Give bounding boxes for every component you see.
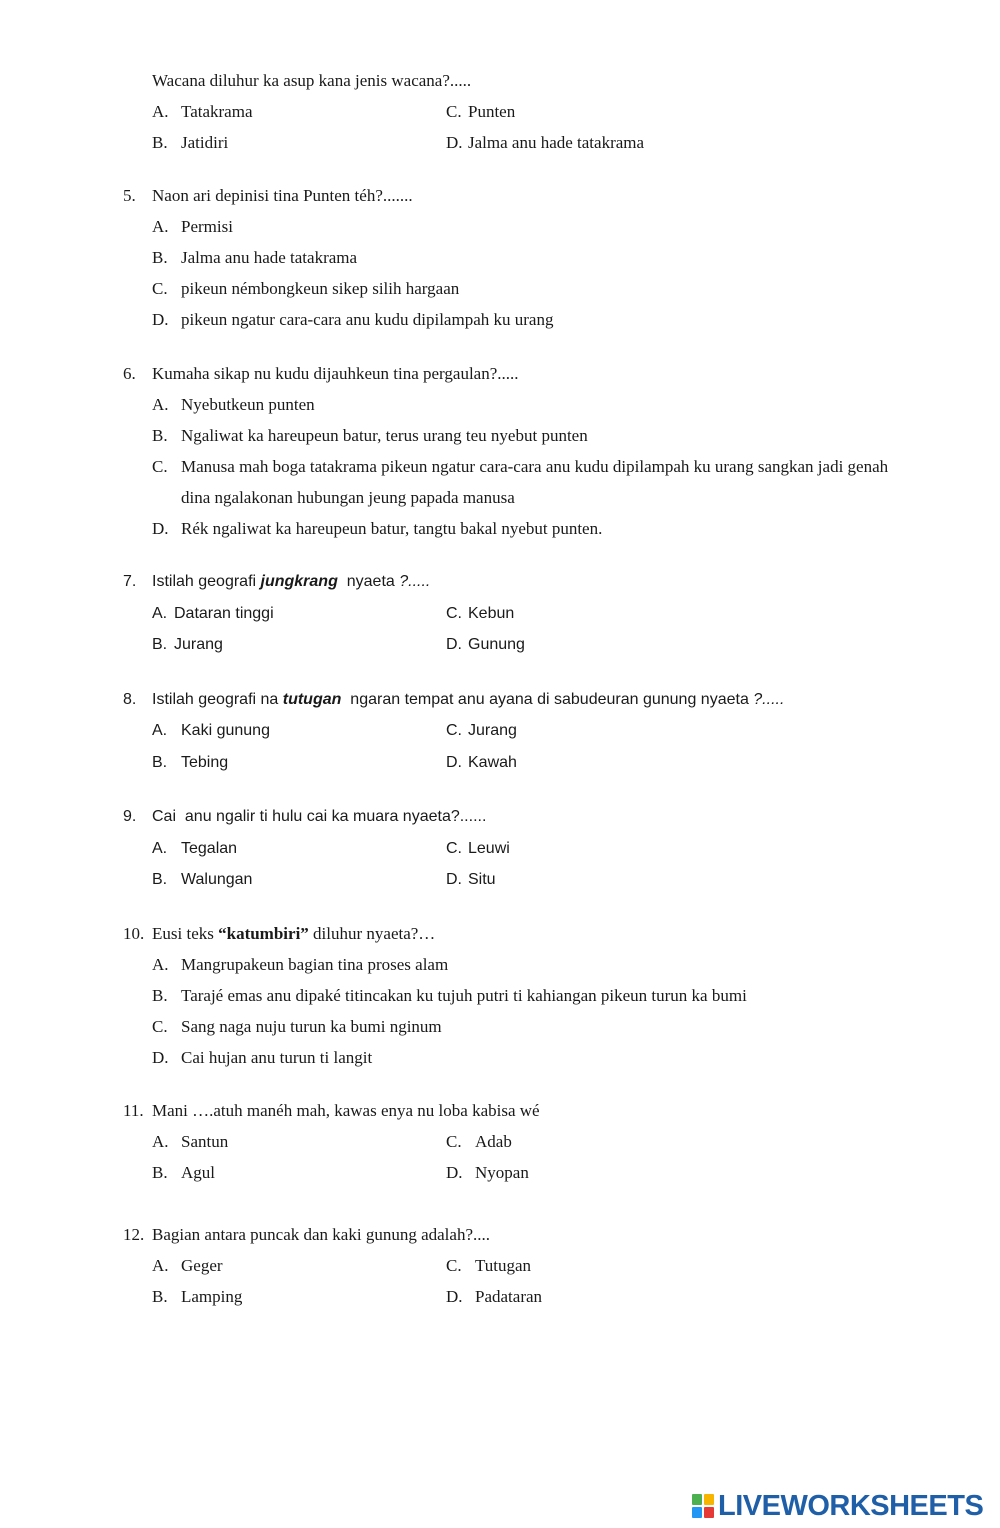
liveworksheets-logo (692, 1488, 983, 1524)
q12-option-b[interactable]: B. Lamping (152, 1287, 243, 1306)
intro-question: Wacana diluhur ka asup kana jenis wacana?..... (152, 71, 472, 90)
q5-option-b[interactable]: B. Jalma anu hade tatakrama (152, 248, 358, 267)
q8-option-d[interactable]: D. Kawah (446, 754, 517, 771)
intro-option-c[interactable]: C. Punten (446, 102, 516, 121)
q11-option-b[interactable]: B. Agul (152, 1163, 215, 1182)
q11-option-c[interactable]: C. Adab (446, 1132, 512, 1151)
q10-term: “katumbiri” (218, 924, 309, 943)
q9-question: Cai anu ngalir ti hulu cai ka muara nyaeta?...... (152, 808, 487, 825)
q7-option-b[interactable]: B. Jurang (152, 636, 223, 653)
q8-number: 8. (123, 691, 137, 708)
q12-question: Bagian antara puncak dan kaki gunung adalah?.... (152, 1225, 490, 1244)
q5-question: Naon ari depinisi tina Punten téh?....... (152, 186, 413, 205)
q7-option-a[interactable]: A. Dataran tinggi (152, 605, 274, 622)
logo-block (692, 1507, 702, 1518)
q6-option-c[interactable]: C. Manusa mah boga tatakrama pikeun ngatur cara-cara anu kudu dipilampah ku urang sangkan jadi genah (152, 457, 889, 476)
q11-option-d[interactable]: D. Nyopan (446, 1163, 529, 1182)
q9-option-b[interactable]: B. Walungan (152, 871, 253, 888)
q6-option-a[interactable]: A. Nyebutkeun punten (152, 395, 315, 414)
q9-number: 9. (123, 808, 137, 825)
q5-option-d[interactable]: D. pikeun ngatur cara-cara anu kudu dipilampah ku urang (152, 310, 554, 329)
q6-option-c-continued: dina ngalakonan hubungan jeung papada manusa (181, 488, 515, 507)
q12-number: 12. (123, 1225, 145, 1244)
q10-option-a[interactable]: A. Mangrupakeun bagian tina proses alam (152, 955, 449, 974)
q10-option-c[interactable]: C. Sang naga nuju turun ka bumi nginum (152, 1017, 442, 1036)
q6-option-d[interactable]: D. Rék ngaliwat ka hareupeun batur, tangtu bakal nyebut punten. (152, 519, 603, 538)
q11-number: 11. (123, 1101, 144, 1120)
q7-question: Istilah geografi jungkrang nyaeta ?..... (152, 573, 431, 590)
q8-option-b[interactable]: B. Tebing (152, 754, 229, 771)
q6-number: 6. (123, 364, 136, 383)
q7-option-c[interactable]: C. Kebun (446, 605, 515, 622)
q9-option-d[interactable]: D. Situ (446, 871, 496, 888)
q6-question: Kumaha sikap nu kudu dijauhkeun tina pergaulan?..... (152, 364, 519, 383)
q11-option-a[interactable]: A. Santun (152, 1132, 229, 1151)
q12-option-c[interactable]: C. Tutugan (446, 1256, 532, 1275)
q8-option-a[interactable]: A. Kaki gunung (152, 722, 270, 739)
intro-option-b[interactable]: B. Jatidiri (152, 133, 229, 152)
q6-option-b[interactable]: B. Ngaliwat ka hareupeun batur, terus urang teu nyebut punten (152, 426, 588, 445)
q9-option-c[interactable]: C. Leuwi (446, 840, 510, 857)
q10-number: 10. (123, 924, 145, 943)
intro-option-d[interactable]: D. Jalma anu hade tatakrama (446, 133, 645, 152)
q5-number: 5. (123, 186, 136, 205)
q10-option-b[interactable]: B. Tarajé emas anu dipaké titincakan ku tujuh putri ti kahiangan pikeun turun ka bumi (152, 986, 747, 1005)
logo-text: LIVEWORKSHEETS (718, 1489, 984, 1522)
logo-block (692, 1494, 702, 1505)
logo-blocks-icon (692, 1494, 714, 1518)
q12-option-a[interactable]: A. Geger (152, 1256, 223, 1275)
q12-option-d[interactable]: D. Padataran (446, 1287, 543, 1306)
q8-term: tutugan (282, 691, 342, 708)
q8-question: Istilah geografi na tutugan ngaran tempat anu ayana di sabudeuran gunung nyaeta ?..... (152, 691, 785, 708)
logo-block (704, 1507, 714, 1518)
q5-option-c[interactable]: C. pikeun némbongkeun sikep silih hargaan (152, 279, 460, 298)
q7-number: 7. (123, 573, 137, 590)
q7-term: jungkrang (260, 573, 338, 590)
intro-option-a[interactable]: A. Tatakrama (152, 102, 253, 121)
q10-option-d[interactable]: D. Cai hujan anu turun ti langit (152, 1048, 373, 1067)
q7-option-d[interactable]: D. Gunung (446, 636, 525, 653)
logo-block (704, 1494, 714, 1505)
q5-option-a[interactable]: A. Permisi (152, 217, 233, 236)
q8-option-c[interactable]: C. Jurang (446, 722, 517, 739)
q10-question: Eusi teks “katumbiri” diluhur nyaeta?… (152, 924, 436, 943)
q9-option-a[interactable]: A. Tegalan (152, 840, 238, 857)
q11-question: Mani ….atuh manéh mah, kawas enya nu loba kabisa wé (152, 1101, 540, 1120)
